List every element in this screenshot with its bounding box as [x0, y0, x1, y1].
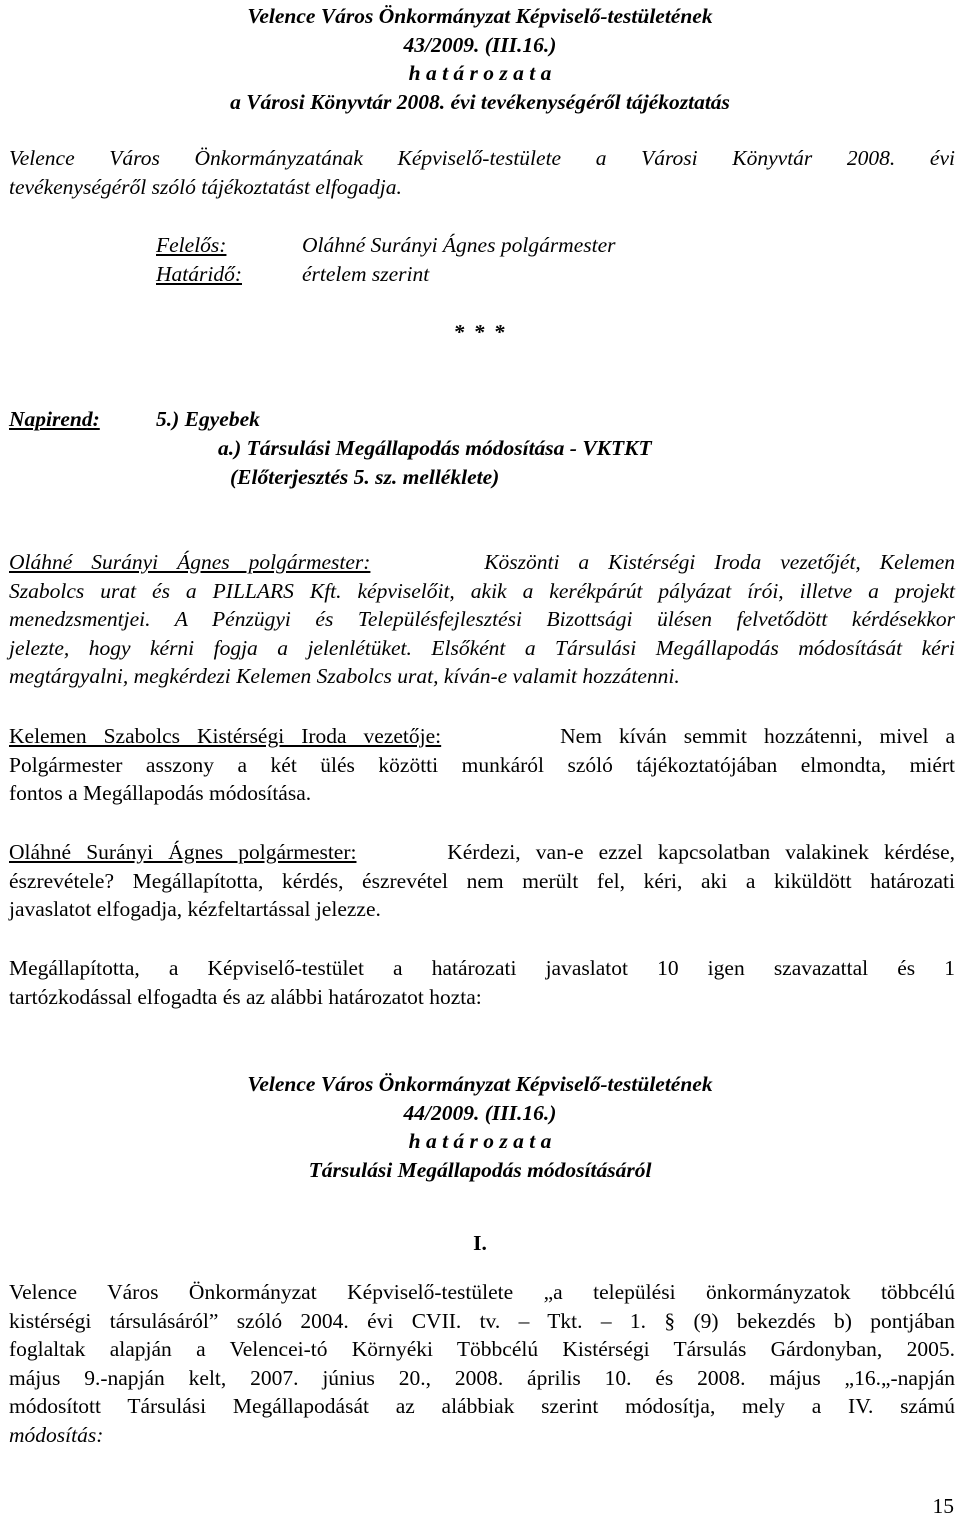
resolution-43-body-line: tevékenységéről szóló tájékoztatást elfogadja.: [9, 174, 402, 199]
resolution-43-subject: a Városi Könyvtár 2008. évi tevékenységéről tájékoztatás: [230, 89, 730, 114]
resolution-44-label: h a t á r o z a t a: [408, 1129, 552, 1153]
paragraph-line: jelezte, hogy kérni fogja a jelenlétüket. Elsőként a Társulási Megállapodás módosítását kéri: [9, 635, 955, 660]
paragraph-line: Kelemen Szabolcs Kistérségi Iroda vezetője: Nem kíván semmit hozzátenni, mivel a: [9, 724, 956, 748]
paragraph-2: [9, 722, 955, 808]
paragraph-line: módosítás:: [9, 1422, 104, 1447]
resolution-44-heading: [0, 1070, 960, 1184]
deadline-value: értelem szerint: [302, 262, 430, 286]
resolution-43-body-line: Velence Város Önkormányzatának Képviselő-testülete a Városi Könyvtár 2008. évi: [9, 146, 955, 170]
paragraph-line: május 9.-napján kelt, 2007. június 20., 2008. április 10. és 2008. május „16.„-napján: [9, 1365, 955, 1390]
page-number: 15: [932, 1494, 954, 1518]
paragraph-line: javaslatot elfogadja, kézfeltartással jelezze.: [9, 897, 381, 921]
paragraph-line: megtárgyalni, megkérdezi Kelemen Szabolcs urat, kíván-e valamit hozzátenni.: [9, 664, 680, 688]
resolution-43-body: [9, 144, 955, 201]
agenda-note: (Előterjesztés 5. sz. melléklete): [230, 465, 500, 489]
resolution-44-subject: Társulási Megállapodás módosításáról: [308, 1157, 652, 1182]
responsible-values: [302, 231, 616, 289]
paragraph-3: [9, 838, 955, 924]
paragraph-line: kistérségi társulásáról” szóló 2004. évi CVII. tv. – Tkt. – 1. § (9) bekezdés b) pontjában: [9, 1308, 955, 1333]
paragraph-line: tartózkodással elfogadta és az alábbi határozatot hozta:: [9, 984, 482, 1009]
paragraph-line: fontos a Megállapodás módosítása.: [9, 781, 312, 805]
paragraph-line: Szabolcs urat és a PILLARS Kft. képviselőit, akik a kerékpárút pályázat írói, illetve a projekt: [9, 578, 955, 603]
resolution-44-number: 44/2009. (III.16.): [403, 1100, 557, 1125]
paragraph-5: [9, 1278, 955, 1449]
paragraph-line: észrevétele? Megállapította, kérdés, észrevétel nem merült fel, kéri, aki a kiküldött határozati: [9, 868, 955, 893]
resolution-43-number: 43/2009. (III.16.): [403, 32, 557, 57]
resolution-43-title: Velence Város Önkormányzat Képviselő-testületének: [247, 4, 713, 28]
resolution-43-heading: [0, 2, 960, 116]
paragraph-line: menedzsmentjei. A Pénzügyi és Településfejlesztési Bizottsági ülésen felvetődött kérdésekkor: [9, 607, 955, 631]
paragraph-line: Oláhné Surányi Ágnes polgármester: Kérdezi, van-e ezzel kapcsolatban valakinek kérdése,: [9, 840, 955, 864]
speaker-name: Oláhné Surányi Ágnes polgármester:: [9, 840, 357, 864]
paragraph-line: módosított Társulási Megállapodását az alábbiak szerint módosítja, mely a IV. számú: [9, 1394, 955, 1418]
responsible-block: [156, 231, 242, 289]
separator: * * *: [453, 320, 507, 344]
paragraph-line: Velence Város Önkormányzat Képviselő-testülete „a települési önkormányzatok többcélú: [9, 1280, 955, 1304]
responsible-value: Oláhné Surányi Ágnes polgármester: [302, 233, 616, 257]
agenda-subitem: a.) Társulási Megállapodás módosítása - VKTKT: [218, 436, 652, 460]
paragraph-4: [9, 954, 955, 1011]
resolution-43-label: h a t á r o z a t a: [408, 61, 552, 85]
responsible-label: Felelős:: [156, 233, 227, 257]
agenda-items: [156, 405, 652, 492]
section-number: I.: [473, 1231, 487, 1255]
deadline-label: Határidő:: [156, 262, 242, 286]
speaker-name: Oláhné Surányi Ágnes polgármester:: [9, 550, 371, 574]
paragraph-1: [9, 548, 955, 691]
agenda-label: Napirend:: [9, 407, 100, 431]
speaker-name: Kelemen Szabolcs Kistérségi Iroda vezetője:: [9, 724, 442, 748]
agenda-item: 5.) Egyebek: [156, 407, 260, 431]
paragraph-line: Oláhné Surányi Ágnes polgármester: Köszönti a Kistérségi Iroda vezetőjét, Kelemen: [9, 550, 955, 574]
paragraph-line: foglaltak alapján a Velencei-tó Környéki Többcélú Kistérségi Társulás Gárdonyban, 2005.: [9, 1337, 955, 1361]
paragraph-line: Polgármester asszony a két ülés közötti munkáról szóló tájékoztatójában elmondta, miért: [9, 752, 955, 777]
paragraph-line: Megállapította, a Képviselő-testület a határozati javaslatot 10 igen szavazattal és 1: [9, 956, 955, 980]
resolution-44-title: Velence Város Önkormányzat Képviselő-testületének: [247, 1072, 713, 1096]
